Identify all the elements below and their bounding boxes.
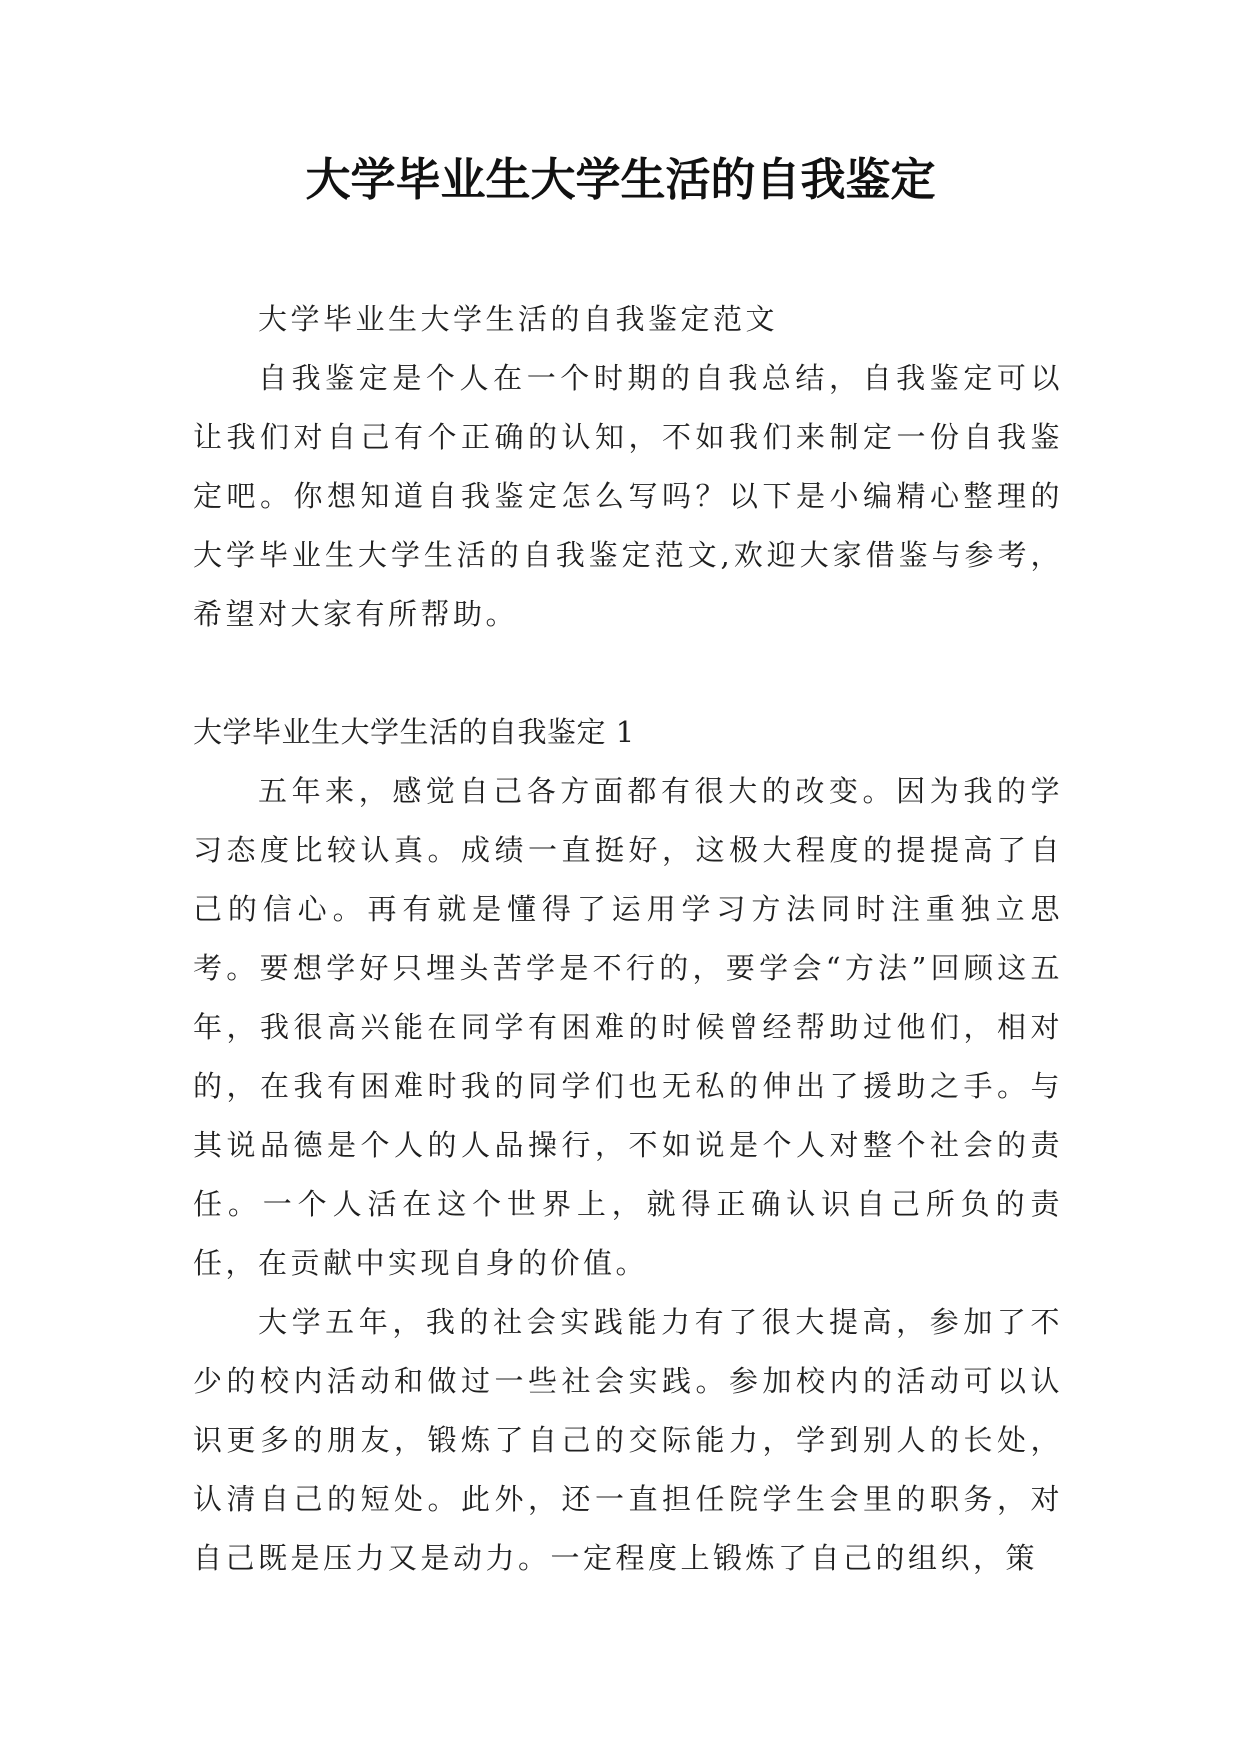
section-heading: 大学毕业生大学生活的自我鉴定 1 [193,715,635,749]
document-title: 大学毕业生大学生活的自我鉴定 [305,153,936,206]
document-subtitle: 大学毕业生大学生活的自我鉴定范文 [258,302,779,336]
body-paragraph-2: 大学五年，我的社会实践能力有了很大提高，参加了不少的校内活动和做过一些社会实践。参加校内的活动可以认识更多的朋友，锻炼了自己的交际能力，学到别人的长处，认清自己的短处。此外，还一直担任院学生会里的职务，对自己既是压力又是动力。一定程度上锻炼了自己的组织，策 [193,1305,1063,1575]
body-paragraph-1: 五年来，感觉自己各方面都有很大的改变。因为我的学习态度比较认真。成绩一直挺好，这极大程度的提提高了自己的信心。再有就是懂得了运用学习方法同时注重独立思考。要想学好只埋头苦学是不行的，要学会“方法”回顾这五年，我很高兴能在同学有困难的时候曾经帮助过他们，相对的，在我有困难时我的同学们也无私的伸出了援助之手。与其说品德是个人的人品操行，不如说是个人对整个社会的责任。一个人活在这个世界上，就得正确认识自己所负的责任，在贡献中实现自身的价值。 [193,774,1063,1280]
document-body [193,290,1063,1588]
intro-paragraph: 自我鉴定是个人在一个时期的自我总结，自我鉴定可以让我们对自己有个正确的认知，不如我们来制定一份自我鉴定吧。你想知道自我鉴定怎么写吗？以下是小编精心整理的大学毕业生大学生活的自我鉴定范文,欢迎大家借鉴与参考，希望对大家有所帮助。 [193,361,1063,631]
